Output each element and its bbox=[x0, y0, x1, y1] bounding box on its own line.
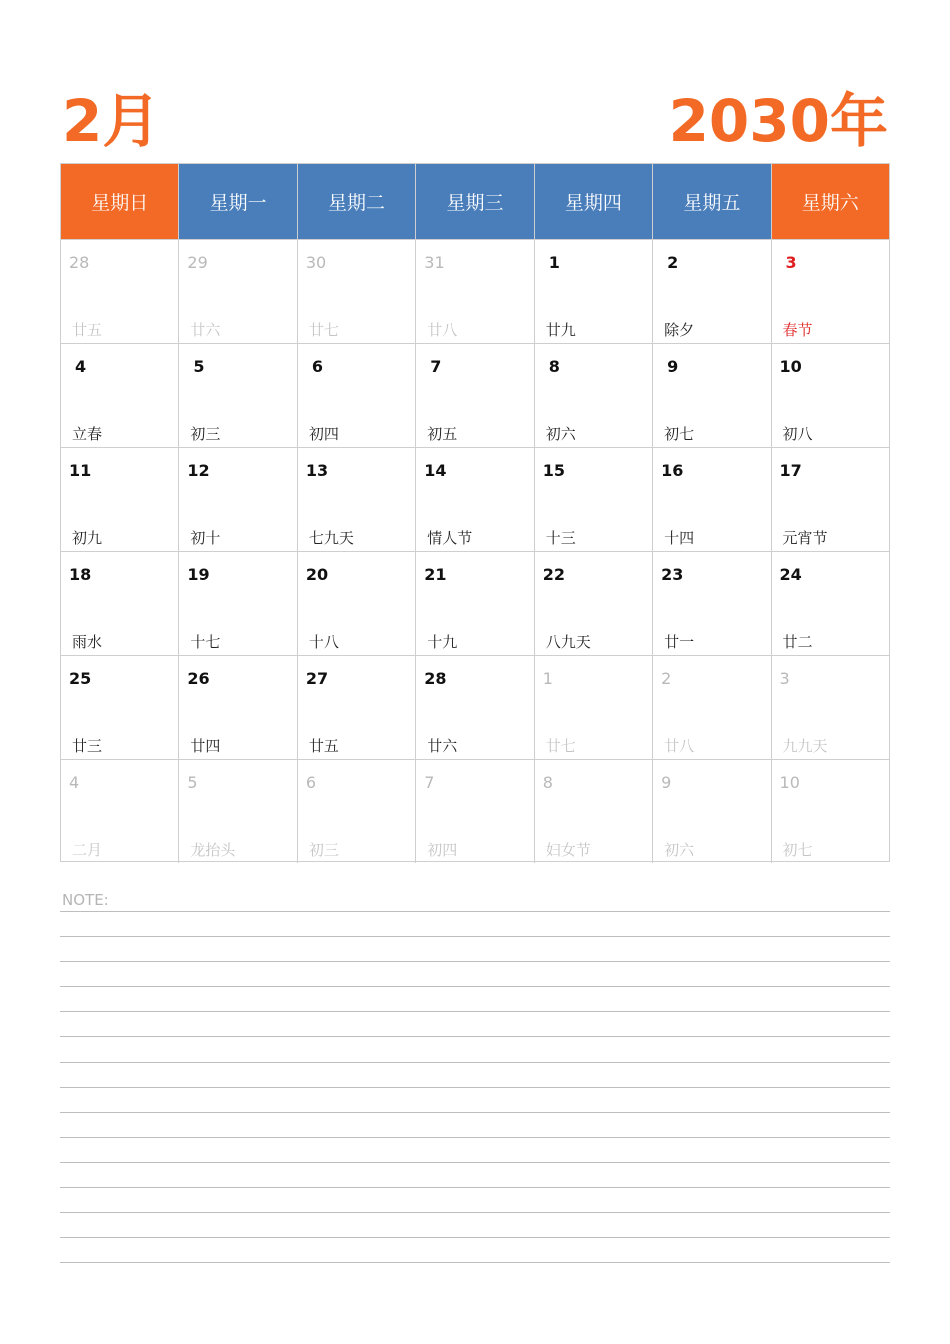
day-number: 29 bbox=[187, 253, 208, 272]
day-cell[interactable] bbox=[416, 656, 534, 759]
lunar-date: 初四 bbox=[308, 425, 339, 443]
note-line bbox=[60, 1112, 890, 1137]
day-cell[interactable] bbox=[179, 552, 297, 655]
lunar-date: 初三 bbox=[190, 425, 221, 443]
note-line bbox=[60, 961, 890, 986]
lunar-date: 初九 bbox=[72, 529, 103, 547]
day-number: 8 bbox=[548, 357, 560, 376]
lunar-date: 初四 bbox=[427, 841, 458, 859]
day-number: 1 bbox=[548, 253, 560, 272]
day-number: 4 bbox=[69, 773, 80, 792]
day-number: 6 bbox=[311, 357, 323, 376]
day-cell[interactable] bbox=[298, 240, 416, 343]
lunar-date: 初八 bbox=[782, 425, 813, 443]
day-cell[interactable] bbox=[535, 240, 653, 343]
note-line bbox=[60, 936, 890, 961]
day-number: 8 bbox=[542, 773, 553, 792]
weekday-header-tuesday: 星期二 bbox=[298, 164, 416, 239]
lunar-date: 十九 bbox=[427, 633, 458, 651]
day-cell[interactable] bbox=[653, 656, 771, 759]
day-number: 23 bbox=[661, 565, 684, 584]
day-cell[interactable] bbox=[535, 552, 653, 655]
day-cell[interactable] bbox=[416, 240, 534, 343]
lunar-date: 初六 bbox=[545, 425, 576, 443]
day-number: 16 bbox=[661, 461, 684, 480]
lunar-date: 七九天 bbox=[308, 529, 354, 547]
month-title: 2月 bbox=[62, 87, 161, 155]
lunar-date: 初五 bbox=[427, 425, 458, 443]
day-number: 25 bbox=[69, 669, 92, 688]
weekday-header-thursday: 星期四 bbox=[535, 164, 653, 239]
day-cell[interactable] bbox=[653, 552, 771, 655]
day-cell[interactable] bbox=[535, 656, 653, 759]
note-line bbox=[60, 1087, 890, 1112]
day-number: 17 bbox=[779, 461, 802, 480]
day-number: 15 bbox=[542, 461, 565, 480]
day-number: 5 bbox=[187, 773, 198, 792]
day-number: 4 bbox=[75, 357, 87, 376]
day-cell[interactable] bbox=[772, 240, 889, 343]
weekday-header-saturday: 星期六 bbox=[772, 164, 889, 239]
day-number: 28 bbox=[424, 669, 447, 688]
day-cell[interactable] bbox=[298, 344, 416, 447]
day-cell[interactable] bbox=[61, 240, 179, 343]
lunar-date: 初七 bbox=[664, 425, 695, 443]
lunar-date: 廿二 bbox=[782, 633, 813, 651]
day-cell[interactable] bbox=[535, 448, 653, 551]
day-number: 14 bbox=[424, 461, 447, 480]
day-number: 31 bbox=[424, 253, 445, 272]
weekday-header-friday: 星期五 bbox=[653, 164, 771, 239]
lunar-date: 廿八 bbox=[664, 737, 695, 755]
lunar-date: 廿九 bbox=[545, 321, 576, 339]
week-row bbox=[61, 239, 889, 343]
lunar-date: 春节 bbox=[782, 321, 813, 339]
day-cell[interactable] bbox=[179, 448, 297, 551]
lunar-date: 十三 bbox=[545, 529, 576, 547]
lunar-date: 八九天 bbox=[545, 633, 591, 651]
note-line bbox=[60, 1187, 890, 1212]
day-cell[interactable] bbox=[772, 760, 889, 863]
day-cell[interactable] bbox=[772, 448, 889, 551]
lunar-date: 十七 bbox=[190, 633, 221, 651]
week-row bbox=[61, 551, 889, 655]
weekday-header-row bbox=[61, 164, 889, 239]
lunar-date: 除夕 bbox=[664, 321, 695, 339]
day-number: 22 bbox=[542, 565, 565, 584]
day-cell[interactable] bbox=[653, 344, 771, 447]
day-cell[interactable] bbox=[179, 344, 297, 447]
day-cell[interactable] bbox=[61, 760, 179, 863]
weekday-header-monday: 星期一 bbox=[179, 164, 297, 239]
lunar-date: 情人节 bbox=[427, 529, 473, 547]
lunar-date: 初三 bbox=[308, 841, 339, 859]
day-number: 3 bbox=[785, 253, 797, 272]
lunar-date: 初十 bbox=[190, 529, 221, 547]
day-number: 9 bbox=[667, 357, 679, 376]
lunar-date: 廿七 bbox=[308, 321, 339, 339]
day-cell[interactable] bbox=[61, 656, 179, 759]
lunar-date: 元宵节 bbox=[782, 529, 828, 547]
day-cell[interactable] bbox=[653, 240, 771, 343]
day-cell[interactable] bbox=[298, 760, 416, 863]
note-line bbox=[60, 986, 890, 1011]
lunar-date: 二月 bbox=[72, 841, 103, 859]
day-number: 24 bbox=[779, 565, 802, 584]
calendar-grid bbox=[60, 163, 890, 862]
day-number: 11 bbox=[69, 461, 92, 480]
day-cell[interactable] bbox=[298, 656, 416, 759]
day-cell[interactable] bbox=[179, 760, 297, 863]
note-line bbox=[60, 1262, 890, 1287]
day-number: 13 bbox=[305, 461, 329, 480]
lunar-date: 妇女节 bbox=[545, 841, 591, 859]
note-line bbox=[60, 1062, 890, 1087]
day-cell[interactable] bbox=[179, 656, 297, 759]
day-cell[interactable] bbox=[298, 448, 416, 551]
day-number: 12 bbox=[187, 461, 210, 480]
week-row bbox=[61, 343, 889, 447]
day-number: 19 bbox=[187, 565, 210, 584]
note-line bbox=[60, 1237, 890, 1262]
note-line bbox=[60, 1036, 890, 1061]
lunar-date: 廿六 bbox=[427, 737, 458, 755]
day-number: 7 bbox=[430, 357, 442, 376]
lunar-date: 廿四 bbox=[190, 737, 221, 755]
lunar-date: 廿五 bbox=[72, 321, 103, 339]
note-line bbox=[60, 1162, 890, 1187]
week-row bbox=[61, 655, 889, 759]
note-line bbox=[60, 1137, 890, 1162]
day-number: 21 bbox=[424, 565, 447, 584]
weeks-container bbox=[61, 239, 889, 863]
note-lines bbox=[60, 911, 890, 1287]
lunar-date: 九九天 bbox=[782, 737, 828, 755]
day-cell[interactable] bbox=[653, 760, 771, 863]
day-cell[interactable] bbox=[535, 760, 653, 863]
day-cell[interactable] bbox=[179, 240, 297, 343]
day-cell[interactable] bbox=[416, 760, 534, 863]
day-cell[interactable] bbox=[535, 344, 653, 447]
lunar-date: 廿八 bbox=[427, 321, 458, 339]
day-cell[interactable] bbox=[772, 656, 889, 759]
day-number: 3 bbox=[779, 669, 790, 688]
day-number: 6 bbox=[305, 773, 317, 792]
day-number: 7 bbox=[424, 773, 435, 792]
lunar-date: 初七 bbox=[782, 841, 813, 859]
day-cell[interactable] bbox=[416, 344, 534, 447]
lunar-date: 廿一 bbox=[664, 633, 695, 651]
day-cell[interactable] bbox=[772, 552, 889, 655]
week-row bbox=[61, 447, 889, 551]
day-number: 1 bbox=[542, 669, 553, 688]
day-number: 28 bbox=[69, 253, 90, 272]
week-row bbox=[61, 759, 889, 863]
lunar-date: 十八 bbox=[308, 633, 339, 651]
day-number: 10 bbox=[779, 773, 800, 792]
note-line bbox=[60, 911, 890, 936]
lunar-date: 十四 bbox=[664, 529, 695, 547]
lunar-date: 廿五 bbox=[308, 737, 339, 755]
note-label: NOTE: bbox=[62, 891, 109, 909]
day-cell[interactable] bbox=[416, 448, 534, 551]
day-number: 27 bbox=[305, 669, 329, 688]
day-cell[interactable] bbox=[61, 344, 179, 447]
lunar-date: 廿六 bbox=[190, 321, 221, 339]
day-cell[interactable] bbox=[61, 552, 179, 655]
day-number: 2 bbox=[661, 669, 672, 688]
day-number: 20 bbox=[305, 565, 329, 584]
lunar-date: 立春 bbox=[72, 425, 103, 443]
lunar-date: 龙抬头 bbox=[190, 841, 236, 859]
lunar-date: 廿三 bbox=[72, 737, 103, 755]
day-number: 18 bbox=[69, 565, 92, 584]
day-number: 9 bbox=[661, 773, 672, 792]
day-number: 2 bbox=[667, 253, 679, 272]
note-line bbox=[60, 1212, 890, 1237]
year-title: 2030年 bbox=[668, 87, 888, 155]
day-number: 10 bbox=[779, 357, 802, 376]
day-number: 5 bbox=[193, 357, 205, 376]
day-cell[interactable] bbox=[298, 552, 416, 655]
day-cell[interactable] bbox=[416, 552, 534, 655]
weekday-header-wednesday: 星期三 bbox=[416, 164, 534, 239]
day-cell[interactable] bbox=[653, 448, 771, 551]
note-line bbox=[60, 1011, 890, 1036]
lunar-date: 初六 bbox=[664, 841, 695, 859]
day-number: 30 bbox=[305, 253, 327, 272]
lunar-date: 雨水 bbox=[72, 633, 103, 651]
day-cell[interactable] bbox=[61, 448, 179, 551]
day-cell[interactable] bbox=[772, 344, 889, 447]
weekday-header-sunday: 星期日 bbox=[61, 164, 179, 239]
lunar-date: 廿七 bbox=[545, 737, 576, 755]
day-number: 26 bbox=[187, 669, 210, 688]
